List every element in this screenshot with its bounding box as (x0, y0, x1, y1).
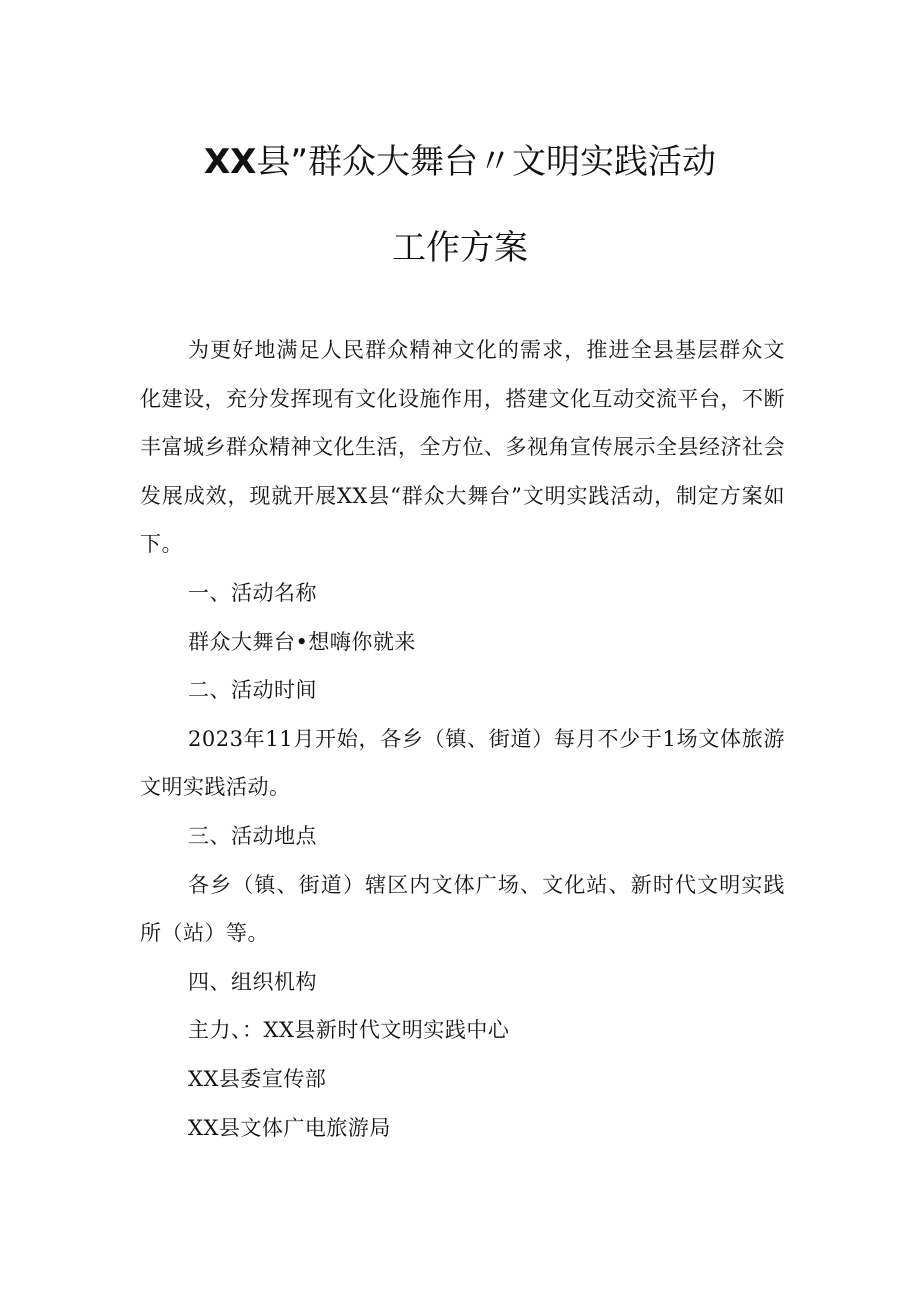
organizer-culture-bureau: XX县文体广电旅游局 (188, 1115, 391, 1140)
section-heading-activity-name: 一、活动名称 (188, 580, 317, 605)
document-title-line-1: XX县”群众大舞台〃文明实践活动 (203, 142, 717, 182)
organizer-propaganda-dept: XX县委宣传部 (188, 1066, 327, 1091)
section-heading-activity-time: 二、活动时间 (188, 678, 317, 703)
intro-paragraph: 为更好地满足人民群众精神文化的需求，推进全县基层群众文化建设，充分发挥现有文化设施作用，搭建文化互动交流平台，不断丰富城乡群众精神文化生活，全方位、多视角宣传展示全县经济社会发展成效，现就开展XX县“群众大舞台”文明实践活动，制定方案如下。 (140, 338, 785, 557)
activity-name-text: 群众大舞台•想嗨你就来 (188, 629, 416, 654)
document-title-line-2: 工作方案 (392, 228, 528, 268)
activity-time-text: 2023年11月开始，各乡（镇、街道）每月不少于1场文体旅游文明实践活动。 (140, 726, 785, 800)
document-body (140, 326, 785, 1152)
section-heading-activity-location: 三、活动地点 (188, 823, 317, 848)
activity-location-text: 各乡（镇、街道）辖区内文体广场、文化站、新时代文明实践所（站）等。 (140, 872, 785, 946)
section-heading-organization: 四、组织机构 (188, 969, 317, 994)
organizer-main: 主力、：XX县新时代文明实践中心 (188, 1018, 510, 1043)
